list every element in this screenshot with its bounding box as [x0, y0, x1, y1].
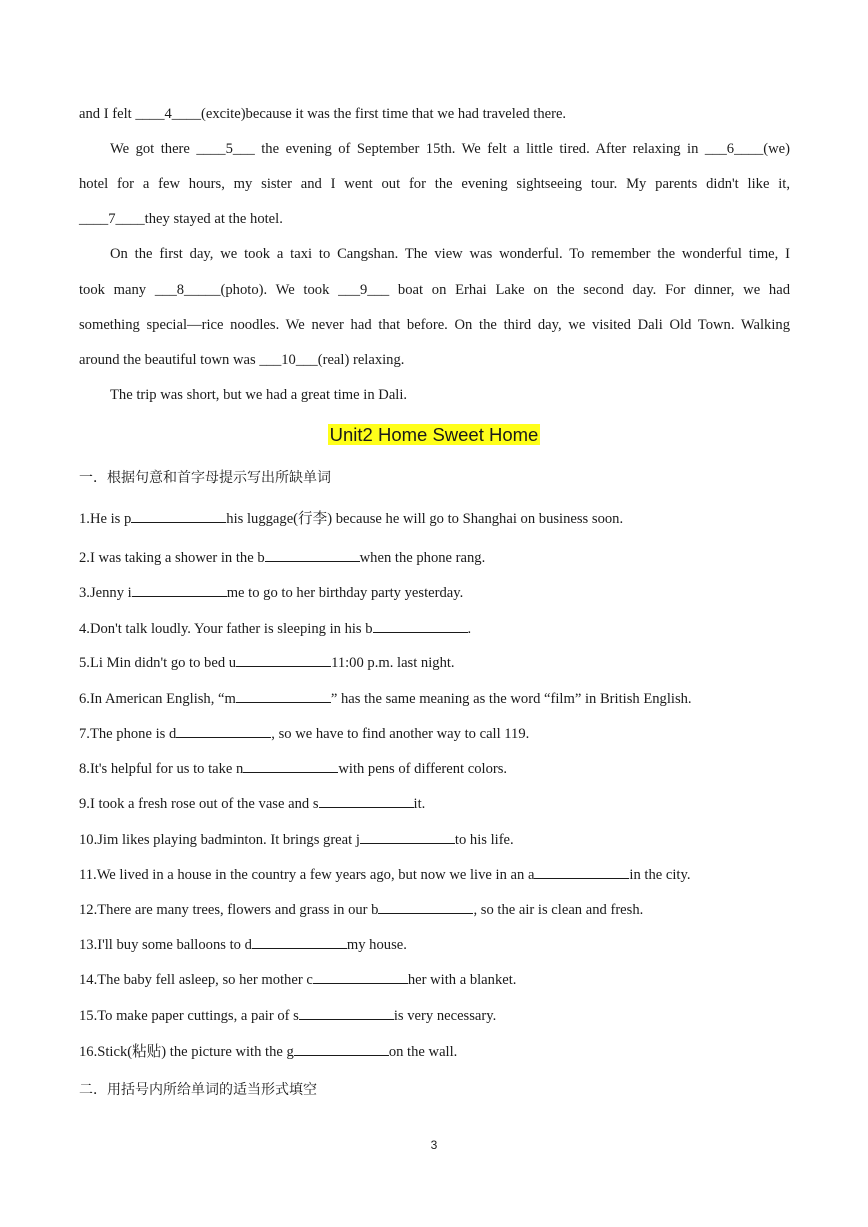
exercise-item [79, 618, 790, 639]
answer-blank[interactable] [252, 934, 347, 949]
exercise-prompt: 13.I'll buy some balloons to d [79, 937, 252, 953]
exercise-continuation: to his life. [454, 832, 514, 848]
exercise-item [79, 1041, 790, 1062]
exercise-prompt: 12.There are many trees, flowers and grass in our b [79, 902, 379, 918]
unit-title-text: Unit2 Home Sweet Home [329, 424, 539, 445]
passage-line-2: We got there ____5___ the evening of September 15th. We felt a little tired. After relaxing in ___6____(we) [110, 141, 790, 157]
passage-line-4: ____7____they stayed at the hotel. [79, 211, 283, 227]
exercise-continuation: when the phone rang. [359, 550, 486, 566]
answer-blank[interactable] [131, 508, 226, 523]
passage-line-6: took many ___8_____(photo). We took ___9___ boat on Erhai Lake on the second day. For dinner, we had [79, 282, 790, 298]
exercise-continuation: on the wall. [388, 1044, 458, 1060]
exercise-item [79, 934, 790, 955]
exercise-item [79, 864, 790, 885]
section-2-heading: 二．用括号内所给单词的适当形式填空 [79, 1082, 317, 1098]
exercise-item [79, 547, 790, 568]
answer-blank[interactable] [534, 864, 629, 879]
page-number: 3 [430, 1138, 438, 1152]
exercise-prompt: 9.I took a fresh rose out of the vase and s [79, 796, 319, 812]
exercise-item [79, 508, 790, 529]
exercise-continuation: with pens of different colors. [338, 761, 508, 777]
exercise-prompt: 3.Jenny i [79, 585, 132, 601]
answer-blank[interactable] [236, 688, 331, 703]
exercise-item [79, 652, 790, 673]
exercise-continuation: ” has the same meaning as the word “film” in British English. [330, 691, 692, 707]
exercise-prompt: 5.Li Min didn't go to bed u [79, 655, 237, 671]
exercise-prompt: 10.Jim likes playing badminton. It brings great j [79, 832, 360, 848]
answer-blank[interactable] [132, 582, 227, 597]
passage-line-3: hotel for a few hours, my sister and I went out for the evening sightseeing tour. My parents didn't like it, [79, 176, 790, 192]
exercise-prompt: 1.He is p [79, 511, 132, 527]
exercise-item [79, 793, 790, 814]
exercise-prompt: 14.The baby fell asleep, so her mother c [79, 972, 313, 988]
exercise-continuation: is very necessary. [393, 1008, 497, 1024]
answer-blank[interactable] [236, 652, 331, 667]
exercise-continuation: . [467, 621, 472, 637]
passage-line-7: something special—rice noodles. We never had that before. On the third day, we visited Dali Old Town. Walking [79, 317, 790, 333]
exercise-continuation: his luggage(行李) because he will go to Shanghai on business soon. [226, 511, 624, 527]
exercise-continuation: , so the air is clean and fresh. [473, 902, 644, 918]
exercise-prompt: 11.We lived in a house in the country a few years ago, but now we live in an a [79, 867, 535, 883]
exercise-item [79, 758, 790, 779]
answer-blank[interactable] [265, 547, 360, 562]
passage-line-5: On the first day, we took a taxi to Cangshan. The view was wonderful. To remember the wonderful time, I [110, 246, 790, 262]
answer-blank[interactable] [373, 618, 468, 633]
exercise-continuation: it. [413, 796, 426, 812]
exercise-prompt: 8.It's helpful for us to take n [79, 761, 244, 777]
answer-blank[interactable] [313, 969, 408, 984]
answer-blank[interactable] [294, 1041, 389, 1056]
passage-line-8: around the beautiful town was ___10___(real) relaxing. [79, 352, 405, 368]
answer-blank[interactable] [243, 758, 338, 773]
exercise-prompt: 7.The phone is d [79, 726, 177, 742]
exercise-prompt: 4.Don't talk loudly. Your father is sleeping in his b [79, 621, 373, 637]
exercise-continuation: 11:00 p.m. last night. [331, 655, 455, 671]
exercise-prompt: 16.Stick(粘贴) the picture with the g [79, 1044, 294, 1060]
answer-blank[interactable] [299, 1005, 394, 1020]
exercise-item [79, 723, 790, 744]
exercise-continuation: her with a blanket. [407, 972, 517, 988]
exercise-prompt: 2.I was taking a shower in the b [79, 550, 265, 566]
answer-blank[interactable] [319, 793, 414, 808]
exercise-continuation: me to go to her birthday party yesterday. [226, 585, 464, 601]
exercise-continuation: , so we have to find another way to call 119. [271, 726, 530, 742]
exercise-item [79, 899, 790, 920]
exercise-item [79, 969, 790, 990]
exercise-prompt: 15.To make paper cuttings, a pair of s [79, 1008, 299, 1024]
passage-line-9: The trip was short, but we had a great time in Dali. [110, 387, 408, 403]
exercise-item [79, 829, 790, 850]
section-1-heading: 一．根据句意和首字母提示写出所缺单词 [79, 470, 331, 486]
passage-line-1: and I felt ____4____(excite)because it was the first time that we had traveled there. [79, 106, 567, 122]
answer-blank[interactable] [360, 829, 455, 844]
exercise-continuation: my house. [346, 937, 407, 953]
exercise-item [79, 1005, 790, 1026]
exercise-prompt: 6.In American English, “m [79, 691, 236, 707]
unit-title [0, 423, 868, 447]
exercise-continuation: in the city. [629, 867, 691, 883]
answer-blank[interactable] [378, 899, 473, 914]
exercise-item [79, 688, 790, 709]
answer-blank[interactable] [176, 723, 271, 738]
exercise-item [79, 582, 790, 603]
